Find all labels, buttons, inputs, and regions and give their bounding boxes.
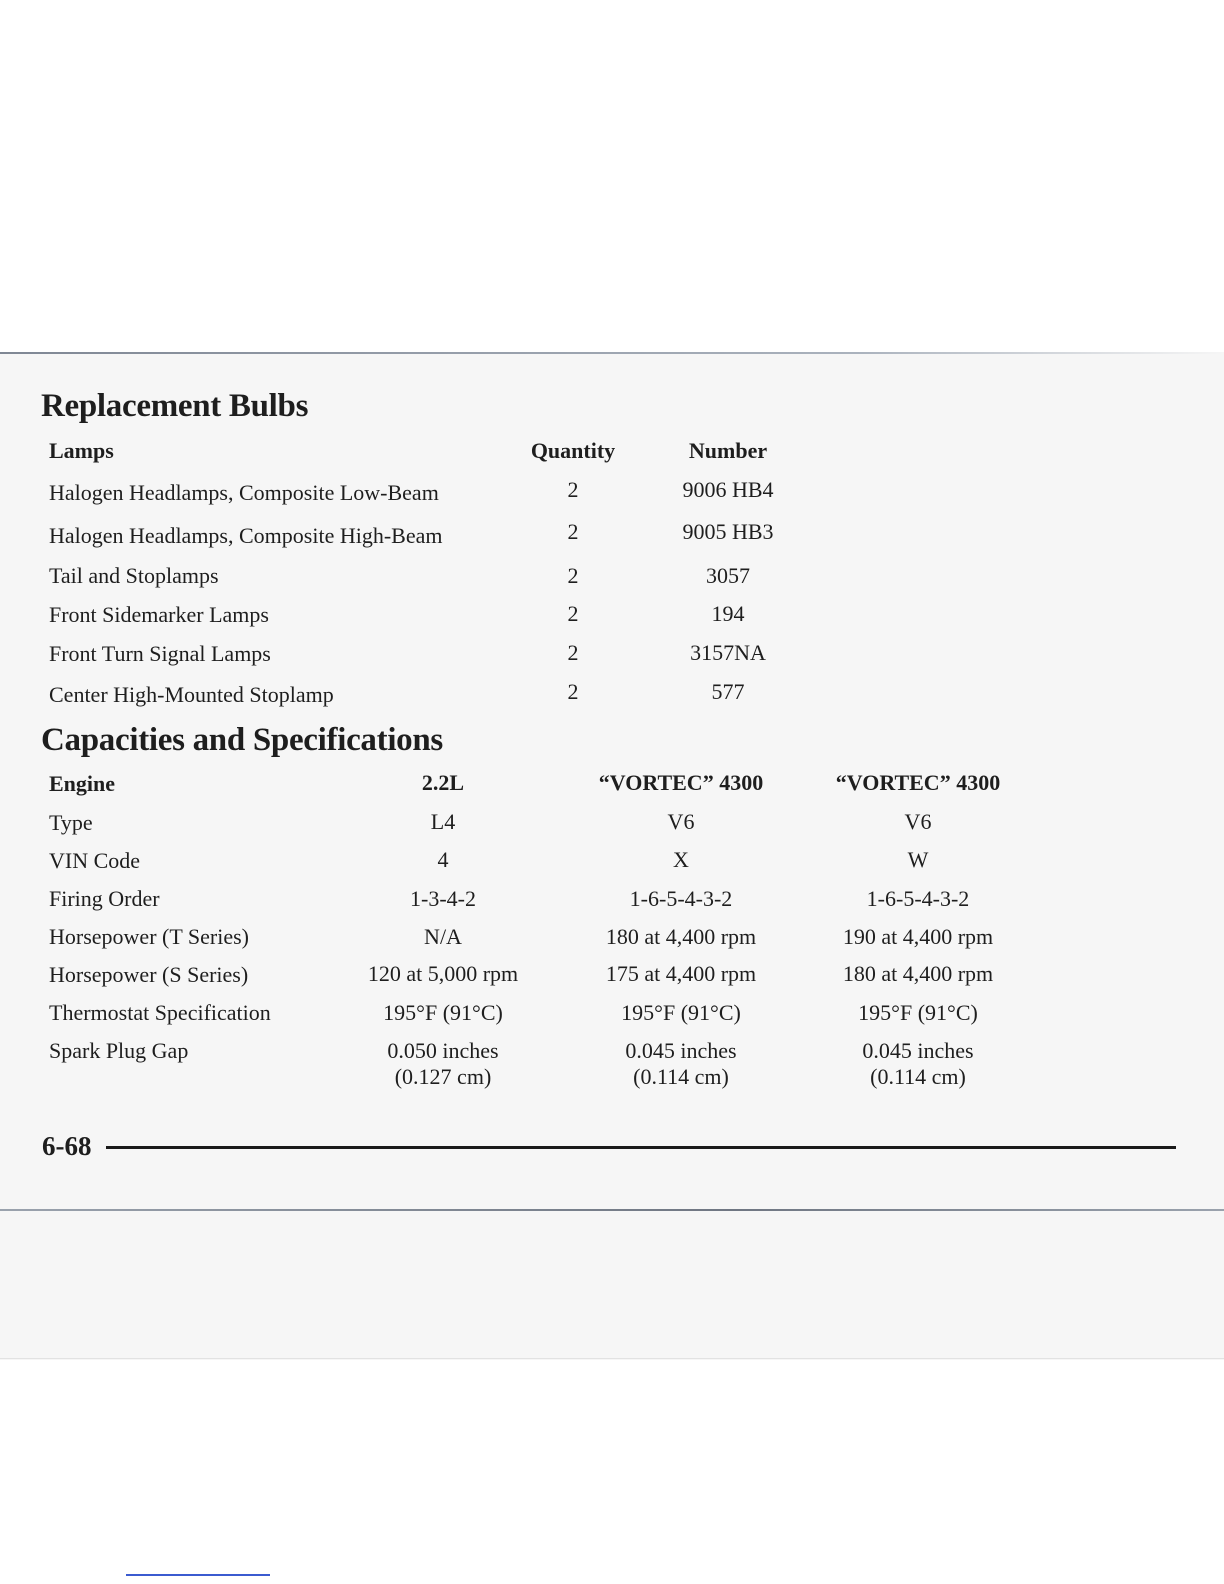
spec-value: 195°F (91°C): [383, 1000, 503, 1025]
specs-header-vortec-x: “VORTEC” 4300: [598, 770, 764, 795]
spec-value: 1-6-5-4-3-2: [866, 886, 970, 911]
spec-value: 0.045 inches: [862, 1038, 974, 1063]
spec-value: X: [673, 847, 689, 872]
scan-bottom-edge: [0, 1209, 1224, 1211]
bottom-underline-link[interactable]: [126, 1574, 270, 1576]
bulb-qty: 2: [567, 519, 579, 544]
specs-header-engine: Engine: [49, 771, 116, 796]
spec-value: V6: [904, 809, 932, 834]
spec-value: 0.045 inches: [625, 1038, 737, 1063]
bulb-number: 3157NA: [690, 640, 766, 665]
bulbs-header-number: Number: [688, 438, 768, 463]
specs-header-vortec-w: “VORTEC” 4300: [835, 770, 1001, 795]
spec-label: Spark Plug Gap: [49, 1038, 189, 1063]
spec-value: 0.050 inches: [387, 1038, 499, 1063]
bulb-lamp: Front Turn Signal Lamps: [49, 641, 271, 666]
spec-value: 4: [437, 847, 449, 872]
bulb-number: 9006 HB4: [682, 477, 774, 502]
spec-label: Horsepower (S Series): [49, 962, 249, 987]
bulb-number: 194: [711, 601, 745, 626]
bulb-qty: 2: [567, 563, 579, 588]
specs-header-2-2l: 2.2L: [421, 770, 465, 795]
spec-value-metric: (0.114 cm): [870, 1064, 966, 1089]
scan-lower-edge: [0, 1358, 1224, 1359]
spec-value: L4: [430, 809, 456, 834]
spec-label: Type: [49, 810, 93, 835]
scan-top-edge: [0, 352, 1224, 354]
spec-value: 180 at 4,400 rpm: [842, 961, 994, 986]
spec-label: Firing Order: [49, 886, 160, 911]
spec-value: W: [907, 847, 929, 872]
bulb-lamp: Halogen Headlamps, Composite Low-Beam: [49, 480, 439, 505]
spec-value: 120 at 5,000 rpm: [367, 961, 519, 986]
spec-value: 195°F (91°C): [621, 1000, 741, 1025]
bulb-lamp: Center High-Mounted Stoplamp: [49, 682, 334, 707]
bulb-lamp: Halogen Headlamps, Composite High-Beam: [49, 523, 443, 548]
bulbs-header-quantity: Quantity: [530, 438, 616, 463]
spec-value: N/A: [424, 924, 462, 949]
bulb-number: 577: [711, 679, 745, 704]
specs-title: Capacities and Specifications: [41, 722, 443, 758]
spec-value: 175 at 4,400 rpm: [605, 961, 757, 986]
spec-value: 1-3-4-2: [410, 886, 476, 911]
bulb-number: 3057: [706, 563, 750, 588]
bulb-qty: 2: [567, 679, 579, 704]
spec-value: 195°F (91°C): [858, 1000, 978, 1025]
bulb-lamp: Front Sidemarker Lamps: [49, 602, 269, 627]
footer-rule: [106, 1146, 1176, 1149]
bulbs-title: Replacement Bulbs: [41, 388, 309, 424]
bulb-qty: 2: [567, 601, 579, 626]
spec-value: V6: [667, 809, 695, 834]
bulb-lamp: Tail and Stoplamps: [49, 563, 219, 588]
page-number: 6-68: [42, 1131, 92, 1161]
bulb-number: 9005 HB3: [682, 519, 774, 544]
spec-label: Horsepower (T Series): [49, 924, 249, 949]
spec-value: 180 at 4,400 rpm: [605, 924, 757, 949]
spec-label: VIN Code: [49, 848, 141, 873]
spec-value-metric: (0.114 cm): [633, 1064, 729, 1089]
bulb-qty: 2: [567, 477, 579, 502]
spec-value: 1-6-5-4-3-2: [629, 886, 733, 911]
bulb-qty: 2: [567, 640, 579, 665]
spec-value-metric: (0.127 cm): [394, 1064, 492, 1089]
bulbs-header-lamps: Lamps: [49, 438, 114, 463]
spec-label: Thermostat Specification: [49, 1000, 271, 1025]
spec-value: 190 at 4,400 rpm: [842, 924, 994, 949]
